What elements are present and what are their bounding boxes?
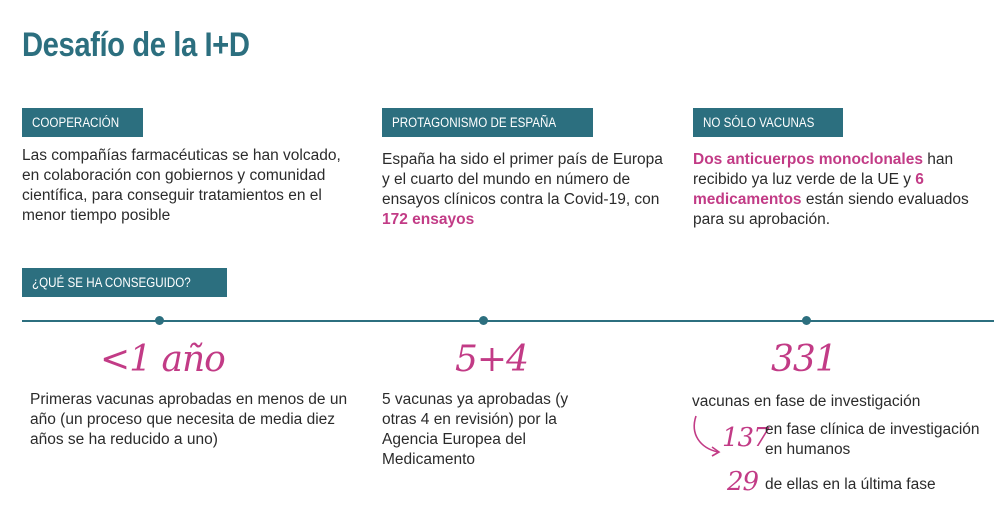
- label-que-se-ha-conseguido: [22, 268, 227, 297]
- protagonismo-highlight: 172 ensayos: [382, 211, 475, 228]
- page-title: Desafío de la I+D: [22, 26, 250, 64]
- stat-137-text: en fase clínica de investigación en humanos: [765, 421, 980, 458]
- protagonismo-body: España ha sido el primer país de Europa y el cuarto del mundo en número de ensayos clínicos contra la Covid-19, con: [382, 151, 663, 208]
- timeline-line: [22, 320, 994, 322]
- stat-29: 29: [727, 467, 759, 497]
- no-solo-vacunas-text: [693, 150, 978, 230]
- label-no-solo-vacunas: [693, 108, 843, 137]
- stat-29-text: de ellas en la última fase: [765, 476, 936, 493]
- label-protagonismo-text: PROTAGONISMO DE ESPAÑA: [392, 115, 557, 130]
- label-cooperacion: [22, 108, 143, 137]
- label-no-solo-vacunas-text: NO SÓLO VACUNAS: [703, 115, 815, 130]
- stat-137: 137: [722, 423, 769, 453]
- timeline-dot-1: [155, 316, 164, 325]
- stat-five-plus-four: 5+4: [455, 339, 528, 380]
- no-solo-vacunas-body-1: han recibido ya luz verde de la UE y: [693, 151, 954, 188]
- label-cooperacion-text: COOPERACIÓN: [32, 115, 120, 130]
- stat-331: 331: [771, 339, 837, 380]
- protagonismo-text: [382, 150, 667, 230]
- stat-less-than-one-year: <1 año: [100, 339, 225, 380]
- timeline-dot-2: [479, 316, 488, 325]
- stat-1-text: Primeras vacunas aprobadas en menos de un año (un proceso que necesita de media diez años se ha reducido a uno): [30, 391, 348, 448]
- stat-2-text: 5 vacunas ya aprobadas (y otras 4 en revisión) por la Agencia Europea del Medicamento: [382, 391, 569, 468]
- timeline-dot-3: [802, 316, 811, 325]
- label-que-se-ha-conseguido-text: ¿QUÉ SE HA CONSEGUIDO?: [32, 275, 191, 290]
- anticuerpos-highlight: Dos anticuerpos monoclonales: [693, 151, 923, 168]
- cooperacion-text: Las compañías farmacéuticas se han volcado, en colaboración con gobiernos y comunidad científica, para conseguir tratamientos en el menor tiempo posible: [22, 147, 341, 224]
- medicamentos-highlight: 6 medicamentos: [693, 171, 924, 208]
- label-protagonismo: [382, 108, 593, 137]
- no-solo-vacunas-body-2: están siendo evaluados para su aprobación.: [693, 191, 969, 228]
- stat-3-text: vacunas en fase de investigación: [692, 393, 921, 410]
